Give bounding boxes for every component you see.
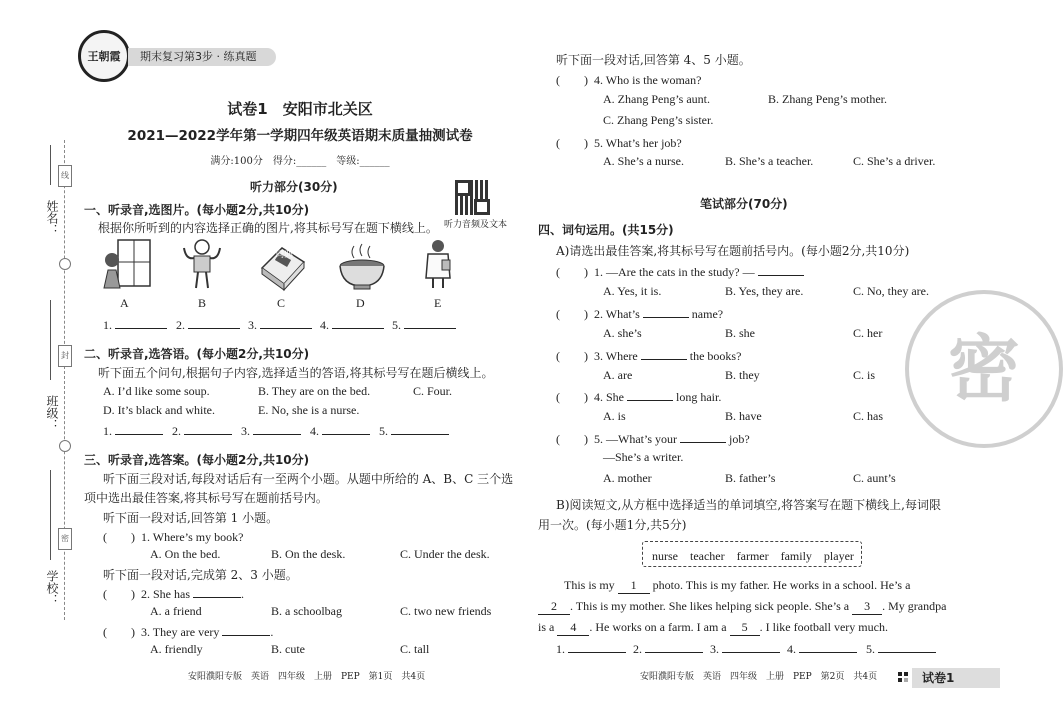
binding-hole — [59, 258, 71, 270]
answer-blank[interactable] — [645, 641, 703, 653]
part2-answer-3[interactable] — [241, 423, 301, 439]
q43-option-c: C. is — [853, 368, 876, 382]
answer-parentheses[interactable]: ( ) — [556, 349, 588, 363]
q4-option-c: C. Zhang Peng’s sister. — [603, 113, 714, 127]
dialog1-instruction: 听下面一段对话,回答第 1 小题。 — [103, 511, 279, 525]
q2-option-c: C. two new friends — [400, 604, 492, 618]
listening-heading: 听力部分(30分) — [250, 180, 338, 194]
question-4-1 — [556, 263, 804, 280]
answer-blank[interactable] — [115, 317, 167, 329]
question-text: long hair. — [676, 390, 722, 404]
question-text: job? — [729, 432, 750, 446]
question-text: 1. —Are the cats in the study? — — [594, 265, 755, 279]
q5-option-c: C. She’s a driver. — [853, 154, 936, 168]
passage-text: is a — [538, 620, 555, 634]
q41-option-b: B. Yes, they are. — [725, 284, 804, 298]
answer-blank[interactable] — [404, 317, 456, 329]
binding-tag-seal: 封 — [58, 345, 72, 367]
question-4-2 — [556, 305, 723, 322]
exam-title: 试卷1 安阳市北关区 — [227, 100, 373, 118]
blank-number: 4. — [310, 424, 319, 438]
school-label: 学校： — [45, 570, 59, 606]
passage-blank-4[interactable]: 4 — [557, 620, 589, 636]
answer-blank[interactable] — [643, 306, 689, 318]
q3-option-a: A. friendly — [150, 642, 203, 656]
q2-option-b: B. a schoolbag — [271, 604, 342, 618]
part1-answer-2[interactable] — [176, 317, 240, 333]
publisher-seal: 王朝霞 — [78, 30, 130, 82]
part1-answer-1[interactable] — [103, 317, 167, 333]
binding-hole — [59, 440, 71, 452]
q43-option-b: B. they — [725, 368, 760, 382]
class-label: 班级： — [45, 395, 59, 431]
blank-number: 1. — [103, 424, 112, 438]
q3-option-b: B. cute — [271, 642, 305, 656]
qr-caption: 听力音频及文本 — [444, 220, 508, 230]
part4-title: 四、词句运用。(共15分) — [538, 223, 674, 237]
part3-title: 三、听录音,选答案。(每小题2分,共10分) — [84, 453, 310, 467]
class-line — [50, 300, 51, 380]
q45-option-b: B. father’s — [725, 471, 776, 485]
dictionary-text: 词典 — [275, 250, 294, 260]
part2-answer-1[interactable] — [103, 423, 163, 439]
answer-parentheses[interactable]: ( ) — [556, 265, 588, 279]
answer-parentheses[interactable]: ( ) — [103, 530, 135, 544]
part1-title: 一、听录音,选图片。(每小题2分,共10分) — [84, 203, 310, 217]
question-3-5 — [556, 134, 682, 151]
picture-d-label: D — [356, 296, 365, 310]
question-3-1 — [103, 528, 243, 545]
part1-answer-4[interactable] — [320, 317, 384, 333]
answer-parentheses[interactable]: ( ) — [556, 390, 588, 404]
question-text: 2. She has — [141, 587, 190, 601]
blank-number: 4. — [320, 318, 329, 332]
answer-blank[interactable] — [222, 624, 270, 636]
footer-left: 安阳濮阳专版 英语 四年级 上册 PEP 第1页 共4页 — [188, 672, 426, 682]
q3-option-c: C. tall — [400, 642, 430, 656]
answer-blank[interactable] — [568, 641, 626, 653]
passage-blank-2[interactable]: 2 — [538, 599, 570, 615]
question-text: 2. What’s — [594, 307, 640, 321]
name-label: 姓名： — [45, 200, 59, 236]
picture-e-nurse-icon — [420, 238, 456, 290]
question-3-4 — [556, 71, 701, 88]
blank-number: 2. — [172, 424, 181, 438]
answer-blank[interactable] — [332, 317, 384, 329]
part2-option-a: A. I’d like some soup. — [103, 384, 210, 398]
answer-blank[interactable] — [188, 317, 240, 329]
passage-blank-5[interactable]: 5 — [730, 620, 760, 636]
blank-number: 2. — [176, 318, 185, 332]
answer-parentheses[interactable]: ( ) — [556, 307, 588, 321]
footer-right: 安阳濮阳专版 英语 四年级 上册 PEP 第2页 共4页 — [640, 672, 878, 682]
q1-option-b: B. On the desk. — [271, 547, 346, 561]
binding-tag-secret: 密 — [58, 528, 72, 550]
q42-option-a: A. she’s — [603, 326, 642, 340]
picture-b-label: B — [198, 296, 207, 310]
word-bank: nurse teacher farmer family player — [652, 549, 854, 563]
part2-answer-2[interactable] — [172, 423, 232, 439]
dialog3-instruction: 听下面一段对话,回答第 4、5 小题。 — [556, 53, 751, 67]
q2-option-a: A. a friend — [150, 604, 202, 618]
question-text: 3. They are very — [141, 625, 220, 639]
passage-line-3 — [538, 620, 888, 636]
review-banner: 期末复习第3步 · 练真题 — [128, 48, 276, 66]
passage-text: . He works on a farm. I am a — [589, 620, 727, 634]
question-text: the books? — [689, 349, 742, 363]
blank-number: 2. — [633, 642, 642, 656]
blank-number: 4. — [787, 642, 796, 656]
q44-option-c: C. has — [853, 409, 883, 423]
passage-line-2 — [538, 599, 946, 615]
part2-answer-5[interactable] — [379, 423, 449, 439]
passage-blank-1[interactable]: 1 — [618, 578, 650, 594]
answer-blank[interactable] — [722, 641, 780, 653]
question-4-4 — [556, 388, 721, 405]
part4b-answer-5[interactable] — [866, 641, 936, 657]
blank-number: 5. — [866, 642, 875, 656]
answer-blank[interactable] — [878, 641, 936, 653]
writing-heading: 笔试部分(70分) — [700, 197, 788, 211]
passage-text: . I like football very much. — [759, 620, 888, 634]
blank-number: 3. — [248, 318, 257, 332]
answer-parentheses[interactable]: ( ) — [103, 587, 135, 601]
answer-blank[interactable] — [253, 423, 301, 435]
part2-option-e: E. No, she is a nurse. — [258, 403, 360, 417]
part2-title: 二、听录音,选答语。(每小题2分,共10分) — [84, 347, 310, 361]
question-text: 4. She — [594, 390, 624, 404]
binding-tag-line: 线 — [58, 165, 72, 187]
blank-number: 3. — [710, 642, 719, 656]
answer-parentheses[interactable]: ( ) — [556, 432, 588, 446]
q45-option-a: A. mother — [603, 471, 652, 485]
passage-text: This is my — [564, 578, 615, 592]
answer-blank[interactable] — [758, 264, 804, 276]
q42-option-c: C. her — [853, 326, 883, 340]
question-4-3 — [556, 347, 741, 364]
answer-blank[interactable] — [184, 423, 232, 435]
part1-answer-3[interactable] — [248, 317, 312, 333]
passage-text: . This is my mother. She likes helping sick people. She’s a — [570, 599, 850, 613]
answer-blank[interactable] — [193, 586, 241, 598]
question-3-3: ( ) 3. They are very . — [103, 625, 274, 639]
part1-instruction: 根据你所听到的内容选择正确的图片,将其标号写在题下横线上。 — [98, 221, 438, 235]
q43-option-a: A. are — [603, 368, 633, 382]
school-line — [50, 470, 51, 560]
grid-dots-icon — [898, 672, 908, 682]
answer-parentheses[interactable]: ( ) — [556, 73, 588, 87]
paper-tag: 试卷1 — [912, 668, 1000, 688]
dialog2-instruction: 听下面一段对话,完成第 2、3 小题。 — [103, 568, 298, 582]
part4b-answer-4[interactable] — [787, 641, 857, 657]
picture-a-girl-window-icon — [98, 238, 154, 290]
question-3-2: ( ) 2. She has . — [103, 587, 244, 601]
question-4-5 — [556, 430, 750, 447]
answer-parentheses[interactable]: ( ) — [556, 136, 588, 150]
confidential-watermark: 密 — [905, 290, 1063, 448]
score-line: 满分:100分 得分:______ 等级:______ — [210, 156, 390, 167]
part3-intro-line2: 项中选出最佳答案,将其标号写在题前括号内。 — [84, 491, 328, 505]
passage-text: . My grandpa — [882, 599, 947, 613]
picture-c-dictionary-icon — [256, 238, 308, 290]
picture-d-soup-bowl-icon — [338, 238, 386, 290]
passage-blank-3[interactable]: 3 — [852, 599, 882, 615]
q45-option-c: C. aunt’s — [853, 471, 896, 485]
part3-intro-line1: 听下面三段对话,每段对话后有一至两个小题。从题中所给的 A、B、C 三个选 — [103, 472, 514, 486]
q1-option-a: A. On the bed. — [150, 547, 221, 561]
answer-parentheses[interactable]: ( ) — [103, 625, 135, 639]
q41-option-a: A. Yes, it is. — [603, 284, 662, 298]
part2-option-d: D. It’s black and white. — [103, 403, 215, 417]
answer-blank[interactable] — [641, 348, 687, 360]
picture-e-label: E — [434, 296, 442, 310]
part2-answer-4[interactable] — [310, 423, 370, 439]
answer-blank[interactable] — [680, 431, 726, 443]
answer-blank[interactable] — [799, 641, 857, 653]
blank-number: 1. — [556, 642, 565, 656]
part1-answer-5[interactable] — [392, 317, 456, 333]
part2-option-b: B. They are on the bed. — [258, 384, 371, 398]
blank-number: 1. — [103, 318, 112, 332]
part4-sub-a: A)请选出最佳答案,将其标号写在题前括号内。(每小题2分,共10分) — [556, 244, 910, 258]
passage-text: photo. This is my father. He works in a school. He’s a — [652, 578, 911, 592]
picture-c-label: C — [277, 296, 286, 310]
question-text: 3. Where — [594, 349, 638, 363]
question-text: 1. Where’s my book? — [141, 530, 244, 544]
part4b-answer-3[interactable] — [710, 641, 780, 657]
question-text: name? — [691, 307, 724, 321]
part4b-answer-2[interactable] — [633, 641, 703, 657]
picture-a-label: A — [120, 296, 129, 310]
answer-blank[interactable] — [260, 317, 312, 329]
q4-option-b: B. Zhang Peng’s mother. — [768, 92, 887, 106]
q44-option-a: A. is — [603, 409, 626, 423]
answer-blank[interactable] — [322, 423, 370, 435]
part2-instruction: 听下面五个问句,根据句子内容,选择适当的答语,将其标号写在题后横线上。 — [98, 366, 494, 380]
answer-blank[interactable] — [627, 389, 673, 401]
part4b-answer-1[interactable] — [556, 641, 626, 657]
question-text: 5. —What’s your — [594, 432, 677, 446]
part4-sub-b-line2: 用一次。(每小题1分,共5分) — [538, 518, 687, 532]
question-text: 4. Who is the woman? — [594, 73, 702, 87]
blank-number: 5. — [392, 318, 401, 332]
part4-sub-b-line1: B)阅读短文,从方框中选择适当的单词填空,将答案写在题下横线上,每词限 — [556, 498, 941, 512]
name-line — [50, 145, 51, 185]
q45-reply: —She’s a writer. — [603, 450, 684, 464]
answer-blank[interactable] — [391, 423, 449, 435]
blank-number: 5. — [379, 424, 388, 438]
exam-subtitle: 2021—2022学年第一学期四年级英语期末质量抽测试卷 — [127, 128, 473, 144]
qr-code[interactable] — [455, 180, 490, 215]
question-text: 5. What’s her job? — [594, 136, 682, 150]
q41-option-c: C. No, they are. — [853, 284, 929, 298]
picture-b-strong-boy-icon — [180, 238, 224, 290]
answer-blank[interactable] — [115, 423, 163, 435]
q1-option-c: C. Under the desk. — [400, 547, 490, 561]
passage-line-1 — [564, 578, 910, 594]
q44-option-b: B. have — [725, 409, 762, 423]
blank-number: 3. — [241, 424, 250, 438]
q4-option-a: A. Zhang Peng’s aunt. — [603, 92, 710, 106]
q42-option-b: B. she — [725, 326, 755, 340]
q5-option-b: B. She’s a teacher. — [725, 154, 814, 168]
part2-option-c: C. Four. — [413, 384, 453, 398]
q5-option-a: A. She’s a nurse. — [603, 154, 684, 168]
